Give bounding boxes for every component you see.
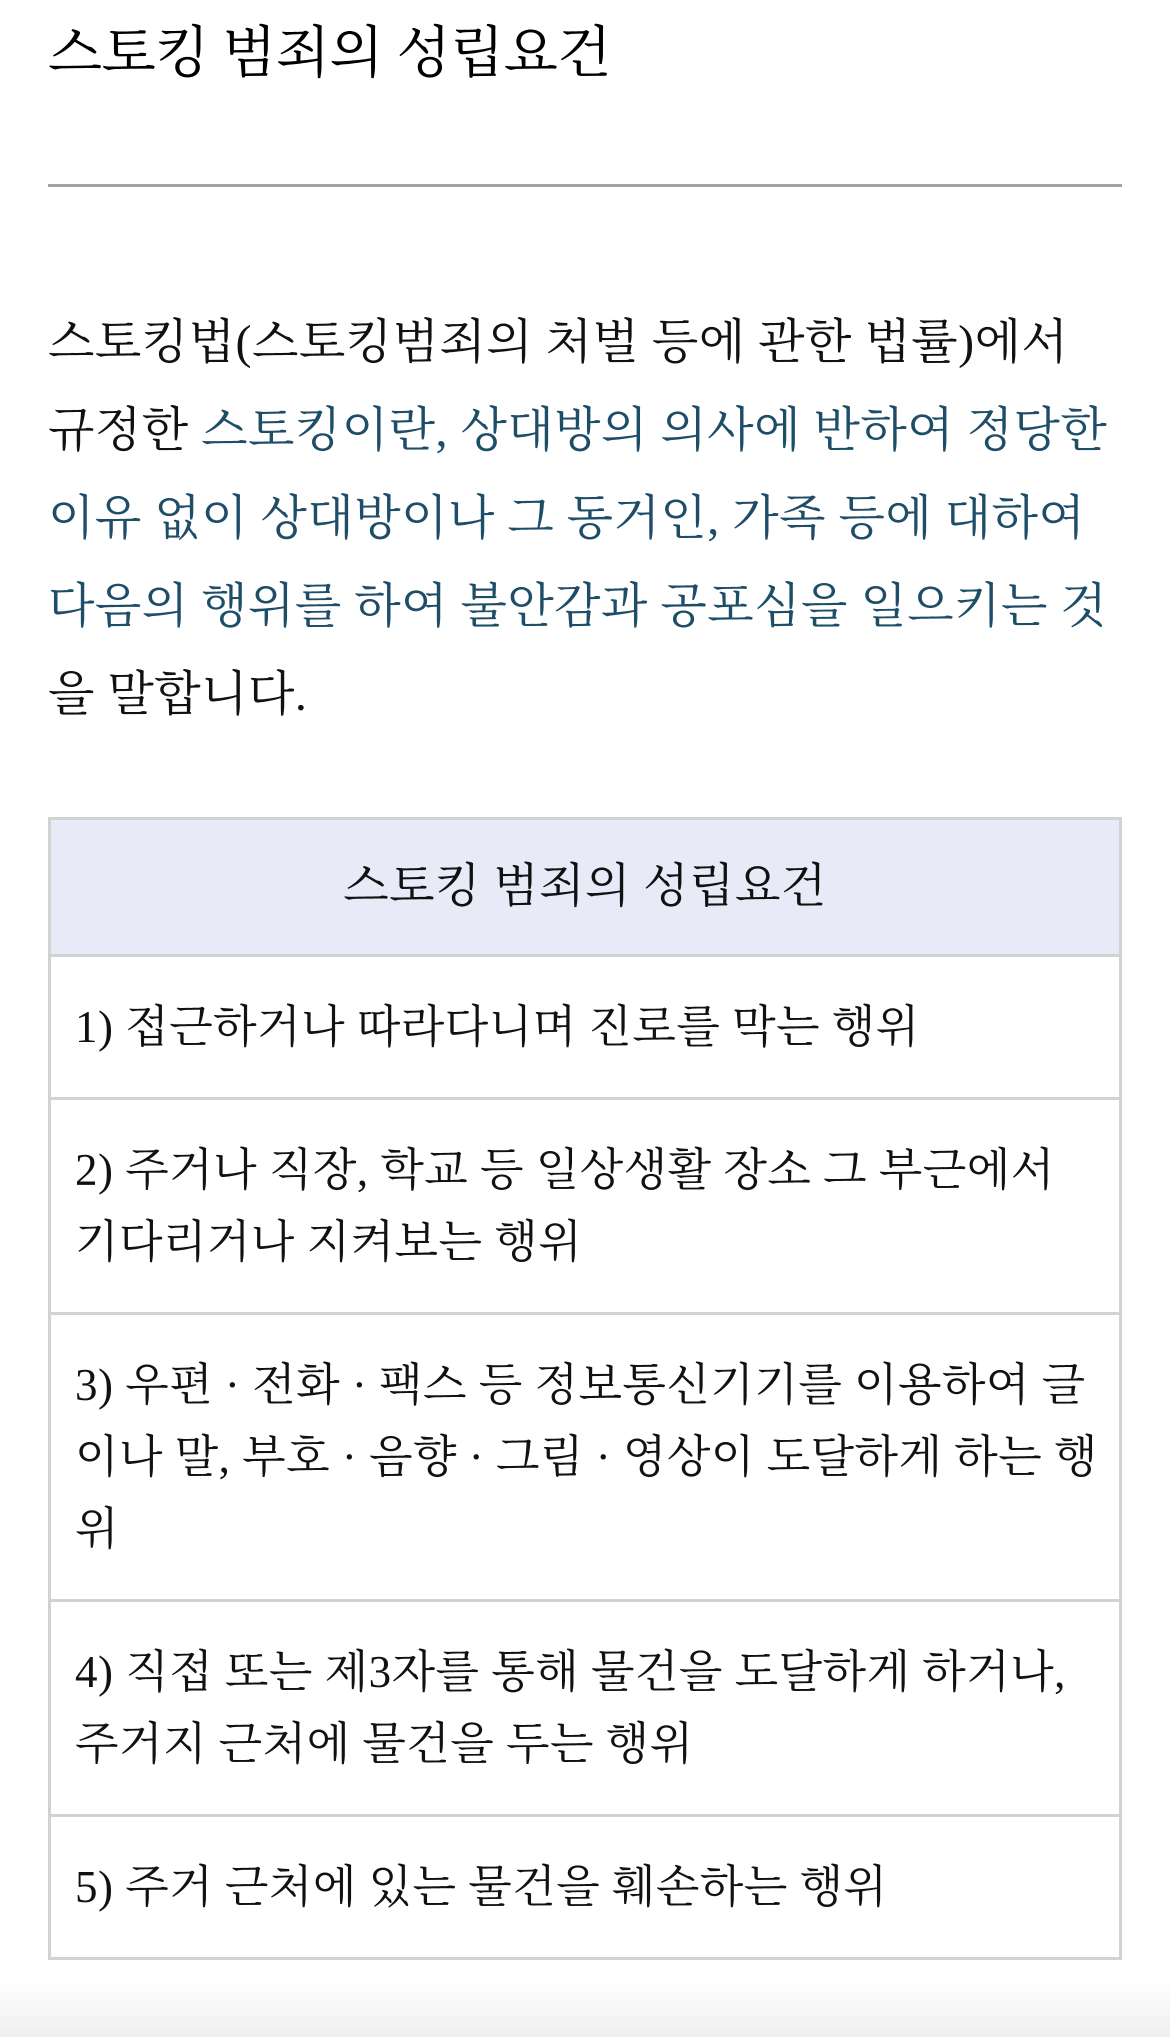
intro-text-plain-end: 을 말합니다. xyxy=(48,668,308,721)
intro-paragraph xyxy=(48,299,1122,739)
table-row xyxy=(50,1816,1121,1959)
page-bottom-fade xyxy=(0,1979,1170,2037)
table-cell-item-4: 4) 직접 또는 제3자를 통해 물건을 도달하게 하거나, 주거지 근처에 물건을 두는 행위 xyxy=(50,1601,1121,1816)
table-row xyxy=(50,956,1121,1099)
table-row xyxy=(50,1099,1121,1314)
table-cell-item-5: 5) 주거 근처에 있는 물건을 훼손하는 행위 xyxy=(50,1816,1121,1959)
intro-text-highlight: 스토킹이란, 상대방의 의사에 반하여 정당한 이유 없이 상대방이나 그 동거인, 가족 등에 대하여 다음의 행위를 하여 불안감과 공포심을 일으키는 것 xyxy=(48,404,1108,633)
table-cell-item-1: 1) 접근하거나 따라다니며 진로를 막는 행위 xyxy=(50,956,1121,1099)
table-header-cell: 스토킹 범죄의 성립요건 xyxy=(50,819,1121,956)
title-divider xyxy=(48,184,1122,187)
table-row xyxy=(50,1601,1121,1816)
intro-text-plain-start: 스토킹법(스토킹범죄의 처벌 등에 관한 법률)에서 규정한 xyxy=(48,316,1069,457)
table-cell-item-3: 3) 우편 · 전화 · 팩스 등 정보통신기기를 이용하여 글이나 말, 부호 · 음향 · 그림 · 영상이 도달하게 하는 행위 xyxy=(50,1314,1121,1601)
table-cell-item-2: 2) 주거나 직장, 학교 등 일상생활 장소 그 부근에서 기다리거나 지켜보는 행위 xyxy=(50,1099,1121,1314)
page-title: 스토킹 범죄의 성립요건 xyxy=(48,23,611,85)
table-row xyxy=(50,1314,1121,1601)
requirements-table xyxy=(48,817,1122,1960)
table-header-row xyxy=(50,819,1121,956)
